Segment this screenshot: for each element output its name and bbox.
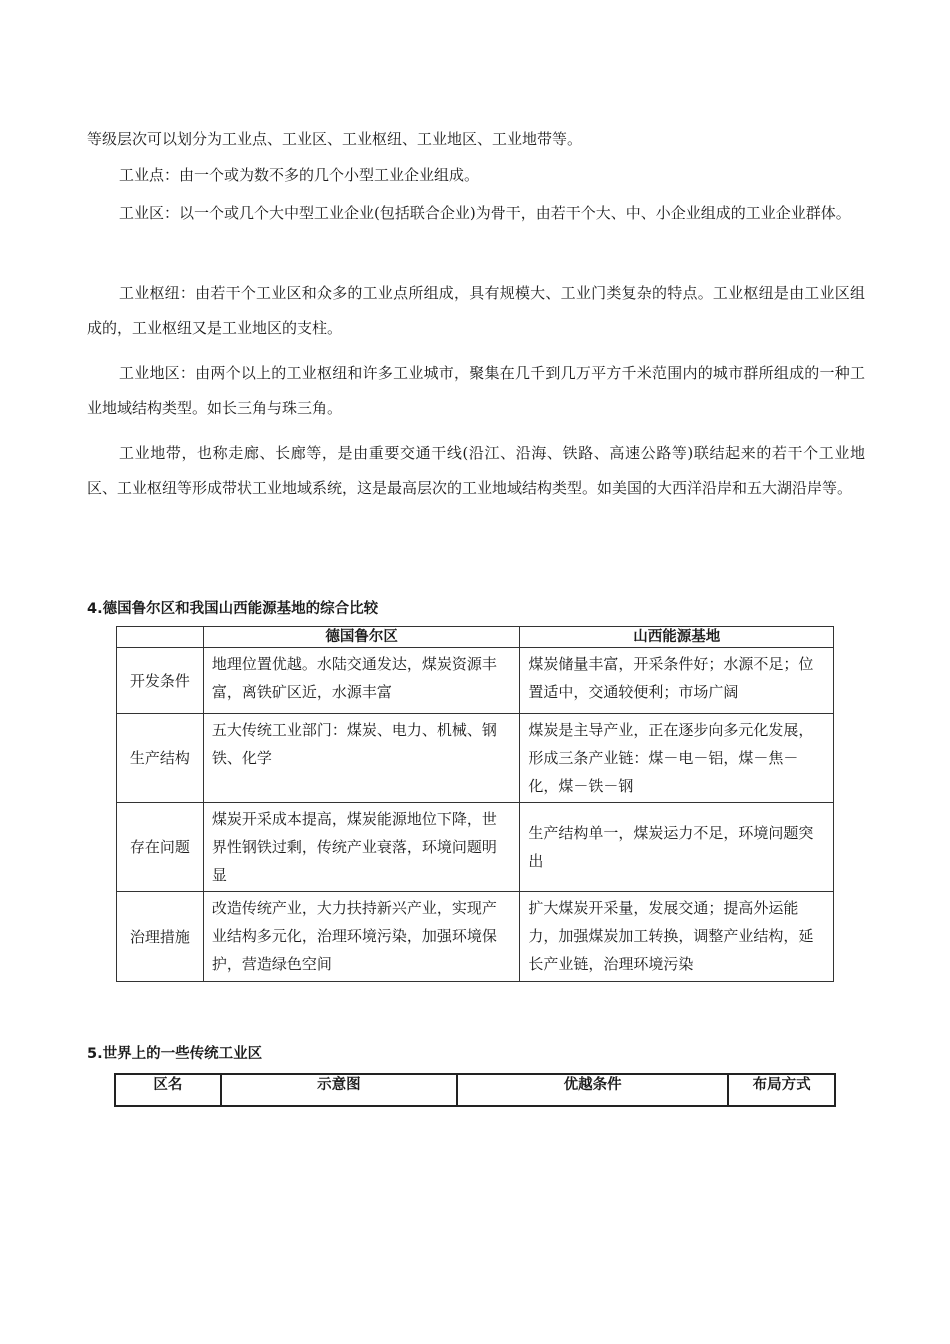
table-cell: 改造传统产业，大力扶持新兴产业，实现产业结构多元化，治理环境污染，加强环境保护，营造绿色空间 <box>203 892 520 982</box>
table-cell: 五大传统工业部门：煤炭、电力、机械、钢铁、化学 <box>203 714 520 803</box>
table-row <box>117 892 834 982</box>
paragraph-industrial-hub: 工业枢纽：由若干个工业区和众多的工业点所组成，具有规模大、工业门类复杂的特点。工业枢纽是由工业区组成的，工业枢纽又是工业地区的支柱。 <box>87 284 865 337</box>
paragraph-industrial-zone: 工业区：以一个或几个大中型工业企业(包括联合企业)为骨干，由若干个大、中、小企业组成的工业企业群体。 <box>119 204 851 222</box>
table-row <box>117 648 834 714</box>
paragraph-industrial-region: 工业地区：由两个以上的工业枢纽和许多工业城市，聚集在几千到几万平方千米范围内的城市群所组成的一种工业地域结构类型。如长三角与珠三角。 <box>87 364 865 417</box>
row-label: 治理措施 <box>117 892 204 982</box>
table-row <box>117 803 834 892</box>
row-label: 开发条件 <box>117 648 204 714</box>
section5-heading: 5.世界上的一些传统工业区 <box>87 1046 263 1062</box>
table-header-row <box>117 627 834 648</box>
paragraph-industrial-belt: 工业地带，也称走廊、长廊等，是由重要交通干线(沿江、沿海、铁路、高速公路等)联结起来的若干个工业地区、工业枢纽等形成带状工业地域系统，这是最高层次的工业地域结构类型。如美国的大西洋沿岸和五大湖沿岸等。 <box>87 444 865 497</box>
traditional-industrial-table <box>114 1073 836 1107</box>
comparison-table <box>116 626 834 982</box>
paragraph-industrial-point: 工业点：由一个或为数不多的几个小型工业企业组成。 <box>119 166 480 184</box>
table-cell: 煤炭储量丰富，开采条件好；水源不足；位置适中，交通较便利；市场广阔 <box>520 648 834 714</box>
row-label: 生产结构 <box>117 714 204 803</box>
table-header-cell: 布局方式 <box>728 1074 835 1106</box>
table-cell: 煤炭是主导产业，正在逐步向多元化发展，形成三条产业链：煤－电－铝，煤－焦－化，煤－铁－钢 <box>520 714 834 803</box>
paragraph-levels: 等级层次可以划分为工业点、工业区、工业枢纽、工业地区、工业地带等。 <box>87 130 583 148</box>
table-header-row <box>115 1074 835 1106</box>
table-header-cell: 山西能源基地 <box>520 627 834 648</box>
table-row <box>117 714 834 803</box>
table-header-cell <box>117 627 204 648</box>
table-header-cell: 区名 <box>115 1074 221 1106</box>
section4-heading: 4.德国鲁尔区和我国山西能源基地的综合比较 <box>87 601 379 617</box>
row-label: 存在问题 <box>117 803 204 892</box>
table-cell: 扩大煤炭开采量，发展交通；提高外运能力，加强煤炭加工转换，调整产业结构，延长产业链，治理环境污染 <box>520 892 834 982</box>
table-header-cell: 优越条件 <box>457 1074 728 1106</box>
table-cell: 生产结构单一，煤炭运力不足，环境问题突出 <box>520 803 834 892</box>
table-header-cell: 德国鲁尔区 <box>203 627 520 648</box>
table-cell: 地理位置优越。水陆交通发达，煤炭资源丰富，离铁矿区近，水源丰富 <box>203 648 520 714</box>
table-header-cell: 示意图 <box>221 1074 457 1106</box>
table-cell: 煤炭开采成本提高，煤炭能源地位下降，世界性钢铁过剩，传统产业衰落，环境问题明显 <box>203 803 520 892</box>
